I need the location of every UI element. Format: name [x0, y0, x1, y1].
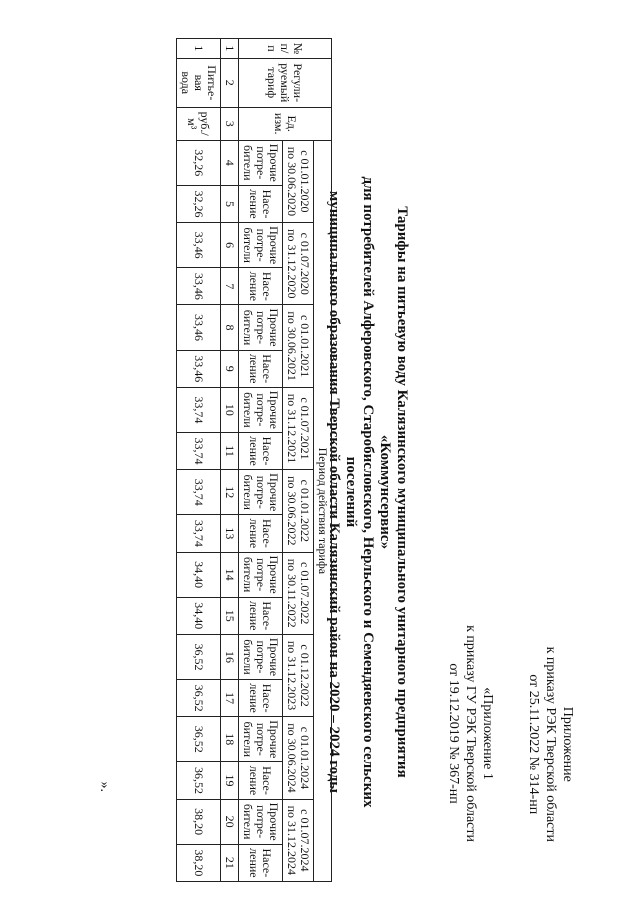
tariff-value-cell: 32,26	[177, 140, 221, 185]
column-index-cell: 19	[221, 762, 239, 799]
period-header-cell: с 01.12.2022 по 31.12.2023	[283, 634, 314, 716]
period-header-cell: с 01.01.2022 по 30.06.2022	[283, 470, 314, 552]
appendix-line-2: к приказу РЭК Тверской области	[543, 646, 558, 842]
tariff-value-cell: 33,46	[177, 350, 221, 387]
tariff-value-cell: 33,74	[177, 387, 221, 432]
subheader-other-consumers: Прочие потре-бители	[239, 470, 283, 515]
subheader-population: Насе-ление	[239, 762, 283, 799]
document-page	[40, 22, 600, 882]
subheader-population: Насе-ление	[239, 844, 283, 881]
tariff-value-cell: 33,46	[177, 223, 221, 268]
tariff-value-cell: 34,40	[177, 552, 221, 597]
header-period: Период действия тарифа	[314, 140, 332, 881]
row-num: 1	[177, 39, 221, 59]
tariff-value-cell: 38,20	[177, 799, 221, 844]
column-index-cell: 8	[221, 305, 239, 350]
column-index-cell: 2	[221, 58, 239, 107]
column-index-cell: 1	[221, 39, 239, 59]
header-unit: Ед. изм.	[239, 107, 332, 140]
period-header-cell: с 01.07.2020 по 31.12.2020	[283, 223, 314, 305]
subheader-other-consumers: Прочие потре-бители	[239, 140, 283, 185]
period-header-cell: с 01.01.2020 по 30.06.2020	[283, 140, 314, 222]
period-header-cell: с 01.01.2021 по 30.06.2021	[283, 305, 314, 387]
tariff-value-cell: 33,74	[177, 515, 221, 552]
column-index-cell: 14	[221, 552, 239, 597]
tariff-value-cell: 38,20	[177, 844, 221, 881]
tariff-value-cell: 33,74	[177, 470, 221, 515]
column-index-cell: 17	[221, 680, 239, 717]
subheader-other-consumers: Прочие потре-бители	[239, 305, 283, 350]
original-appendix-header	[445, 625, 496, 842]
appendix-line-1: Приложение	[560, 706, 575, 782]
subheader-other-consumers: Прочие потре-бители	[239, 223, 283, 268]
column-index-cell: 13	[221, 515, 239, 552]
subheader-other-consumers: Прочие потре-бители	[239, 634, 283, 679]
subheader-other-consumers: Прочие потре-бители	[239, 717, 283, 762]
column-index-cell: 18	[221, 717, 239, 762]
table-header-row-2	[283, 39, 314, 882]
subheader-other-consumers: Прочие потре-бители	[239, 799, 283, 844]
column-index-cell: 3	[221, 107, 239, 140]
closing-quote: ».	[97, 781, 112, 792]
subheader-population: Насе-ление	[239, 185, 283, 222]
column-index-cell: 9	[221, 350, 239, 387]
column-index-cell: 11	[221, 432, 239, 469]
header-num: № п/п	[239, 39, 332, 59]
period-header-cell: с 01.01.2024 по 30.06.2024	[283, 717, 314, 799]
subheader-population: Насе-ление	[239, 680, 283, 717]
tariff-value-cell: 36,52	[177, 680, 221, 717]
table-index-row	[221, 39, 239, 882]
tariff-value-cell: 33,74	[177, 432, 221, 469]
period-header-cell: с 01.07.2021 по 31.12.2021	[283, 387, 314, 469]
column-index-cell: 16	[221, 634, 239, 679]
tariff-value-cell: 33,46	[177, 268, 221, 305]
column-index-cell: 5	[221, 185, 239, 222]
period-header-cell: с 01.07.2024 по 31.12.2024	[283, 799, 314, 881]
subheader-population: Насе-ление	[239, 597, 283, 634]
subheader-population: Насе-ление	[239, 515, 283, 552]
period-header-cell: с 01.07.2022 по 30.11.2022	[283, 552, 314, 634]
column-index-cell: 10	[221, 387, 239, 432]
table-header-row-3	[239, 39, 283, 882]
original-appendix-line-3: от 19.12.2019 № 367-нп	[446, 663, 461, 804]
column-index-cell: 21	[221, 844, 239, 881]
tariff-value-cell: 33,46	[177, 305, 221, 350]
table-row	[177, 39, 221, 882]
title-line-3: муниципального образования Тверской области Калязинский район на 2020 – 2024 годы	[326, 190, 342, 794]
tariff-table	[176, 38, 332, 882]
row-tariff-name: Питье-вая вода	[177, 58, 221, 107]
subheader-other-consumers: Прочие потре-бители	[239, 387, 283, 432]
tariff-value-cell: 32,26	[177, 185, 221, 222]
tariff-value-cell: 34,40	[177, 597, 221, 634]
subheader-population: Насе-ление	[239, 268, 283, 305]
tariff-value-cell: 36,52	[177, 634, 221, 679]
appendix-header	[525, 647, 576, 842]
original-appendix-line-2: к приказу ГУ РЭК Тверской области	[463, 625, 478, 842]
subheader-population: Насе-ление	[239, 350, 283, 387]
original-appendix-line-1: «Приложение 1	[480, 687, 495, 780]
column-index-cell: 4	[221, 140, 239, 185]
column-index-cell: 15	[221, 597, 239, 634]
column-index-cell: 6	[221, 223, 239, 268]
appendix-line-3: от 25.11.2022 № 314-нп	[526, 674, 541, 815]
column-index-cell: 7	[221, 268, 239, 305]
tariff-value-cell: 36,52	[177, 717, 221, 762]
subheader-population: Насе-ление	[239, 432, 283, 469]
table-header-row-1	[314, 39, 332, 882]
column-index-cell: 20	[221, 799, 239, 844]
document-title	[325, 162, 410, 822]
title-line-2: для потребителей Алферовского, Старобисловского, Нерльского и Семендяевского сельских поселений	[343, 176, 376, 808]
column-index-cell: 12	[221, 470, 239, 515]
title-line-1: Тарифы на питьевую воду Калязинского муниципального унитарного предприятия «Коммунсервис»	[377, 206, 410, 778]
tariff-value-cell: 36,52	[177, 762, 221, 799]
header-tariff: Регули-руемый тариф	[239, 58, 332, 107]
subheader-other-consumers: Прочие потре-бители	[239, 552, 283, 597]
row-unit: руб./м³	[177, 107, 221, 140]
